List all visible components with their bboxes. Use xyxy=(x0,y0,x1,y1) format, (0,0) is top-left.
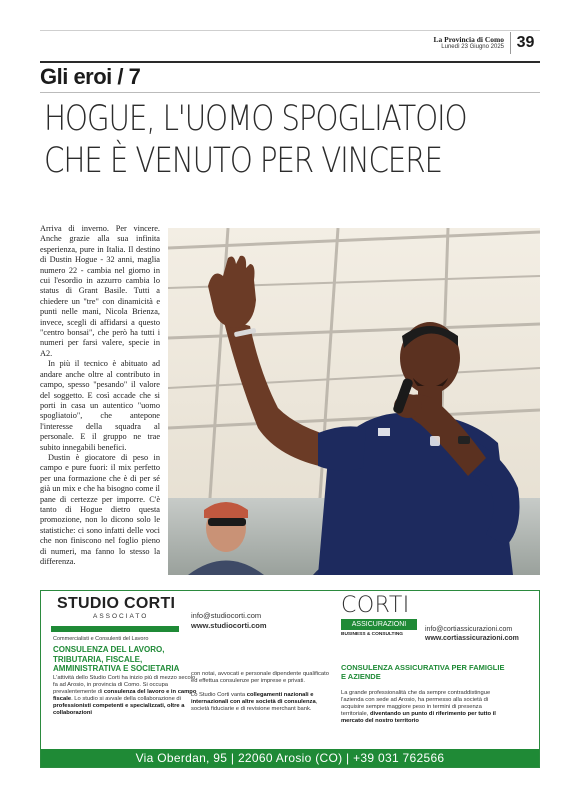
masthead xyxy=(40,30,540,56)
studio-corti-services: CONSULENZA DEL LAVORO, TRIBUTARIA, FISCALE, AMMINISTRATIVA E SOCIETARIA xyxy=(53,645,180,673)
studio-corti-email[interactable]: info@studiocorti.com xyxy=(191,611,262,620)
ad-address-bar: Via Oberdan, 95 | 22060 Arosio (CO) | +39 031 762566 xyxy=(41,749,539,767)
newspaper-name: La Provincia di Como xyxy=(433,35,504,44)
advertisement xyxy=(40,590,540,768)
corti-assicurazioni-subtitle: ASSICURAZIONI xyxy=(341,619,417,630)
section-rule xyxy=(40,61,540,63)
studio-corti-tagline: Commercialisti e Consulenti del Lavoro xyxy=(53,636,149,642)
corti-assicurazioni-description: La grande professionalità che da sempre contraddistingue l'azienda con sede ad Arosio, ha permesso alla società di acquisire sempre maggiore peso in termini di presenza territoriale, diventando un punto di riferimento per tutto il mercato del nostro territorio xyxy=(341,690,496,725)
page-number: 39 xyxy=(510,32,540,54)
corti-assicurazioni-services: CONSULENZA ASSICURATIVA PER FAMIGLIE E AZIENDE xyxy=(341,663,505,681)
studio-corti-description-2: con notai, avvocati e personale dipendente qualificato ed effettua consulenze per imprese e privati. Lo Studio Corti vanta collegamenti nazionali e internazionali con altre società di consulenza, società fiduciarie e di revisione merchant bank. xyxy=(191,671,329,713)
studio-corti-bar xyxy=(51,626,179,632)
studio-corti-logo: STUDIO CORTI xyxy=(57,595,176,612)
corti-assicurazioni-contact xyxy=(425,625,519,643)
corti-assicurazioni-tagline: BUSINESS & CONSULTING xyxy=(341,632,404,637)
section-divider xyxy=(40,92,540,93)
headline-line-2: CHE È VENUTO PER VINCERE xyxy=(44,141,442,181)
article-photo xyxy=(168,228,540,575)
article-paragraph: Arriva di inverno. Per vincere. Anche grazie alla sua infinita esperienza, pure in Italia. Il destino di Dustin Hogue - 32 anni, maglia numero 22 - cambia nel giorno in cui l'esordio in azzurro cambia lo status di Grant Basile. Tutti a chiedere un "tre" con dinamicità e punti nelle mani, Nicola Brienza, invece, scegli di affidarsi a questo "centro bonsai", che però ha tutti i numeri per farsi valere, specie in A2. xyxy=(40,224,160,358)
article-paragraph: In più il tecnico è abituato ad andare anche oltre al contributo in campo, spesso "pesando" il valore del soggetto. E così accade che si porti in casa un autentico "uomo spogliatoio", che antepone l'interesse della squadra al personale. E il gruppo ne trae subito innegabili benefici. xyxy=(40,359,160,452)
studio-corti-website[interactable]: www.studiocorti.com xyxy=(191,621,267,630)
studio-corti-subtitle: ASSOCIATO xyxy=(93,613,149,620)
section-title: Gli eroi / 7 xyxy=(40,64,141,89)
corti-assicurazioni-website[interactable]: www.cortiassicurazioni.com xyxy=(425,635,519,642)
corti-assicurazioni-logo: CORTI xyxy=(341,593,410,618)
headline-line-1: HOGUE, L'UOMO SPOGLIATOIO xyxy=(44,99,467,139)
article-body xyxy=(40,224,160,567)
photo-illustration xyxy=(168,228,540,575)
headline xyxy=(44,98,467,182)
article-paragraph: Dustin è giocatore di peso in campo e pure fuori: il mix perfetto per una formazione che è di per sé già un mix e che ha bisogno come il pane di certezze per imporre. C'è tanto di Hogue dietro questa promozione, non lo dicono solo le statistiche: ci sono infatti delle voci che non finiscono nel foglio pieno di numeri, ma fanno lo stesso la differenza. xyxy=(40,452,160,566)
issue-date: Lunedì 23 Giugno 2025 xyxy=(441,44,504,50)
corti-assicurazioni-email[interactable]: info@cortiassicurazioni.com xyxy=(425,626,513,633)
studio-corti-description: L'attività dello Studio Corti ha inizio più di mezzo secolo fa ad Arosio, in provincia di Como. Si occupa prevalentemente di consulenza del lavoro e in campo fiscale. Lo studio si avvale della collaborazione di professionisti competenti e specializzati, oltre a collaborazioni xyxy=(53,675,197,717)
studio-corti-contact xyxy=(191,611,267,631)
